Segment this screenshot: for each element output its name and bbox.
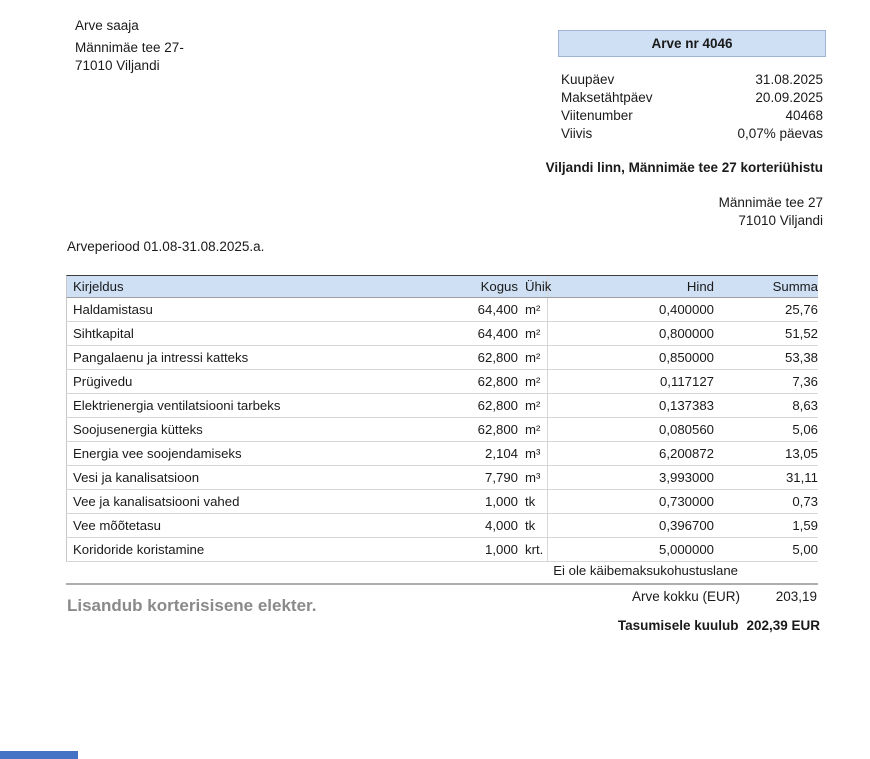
cell-kogus: 7,790 [484,470,518,485]
meta-row-maksetahtpaev [561,89,823,107]
table-row [66,298,818,322]
invoice-total-value: 203,19 [775,589,817,604]
header-kogus: Kogus [480,279,518,294]
recipient-address-line-2: 71010 Viljandi [75,58,160,73]
cell-yhik: m² [518,418,548,441]
cell-hind: 3,993000 [658,470,714,485]
cell-hind: 0,396700 [658,518,714,533]
invoice-meta [561,71,823,143]
meta-label: Maksetähtpäev [561,90,653,105]
header-yhik: Ühik [518,276,548,297]
cell-summa: 31,11 [785,470,818,485]
cell-yhik: m² [518,298,548,321]
table-row [66,418,818,442]
table-header-row [66,275,818,298]
items-table [66,275,818,562]
cell-yhik: m² [518,370,548,393]
table-row [66,370,818,394]
meta-value: 0,07% päevas [737,126,823,141]
table-row [66,394,818,418]
cell-kogus: 62,800 [477,422,518,437]
header-summa: Summa [772,279,818,294]
cell-hind: 0,850000 [658,350,714,365]
cell-yhik: tk [518,514,548,537]
cell-kirjeldus: Koridoride koristamine [73,542,205,557]
cell-kogus: 1,000 [484,494,518,509]
table-row [66,538,818,562]
cell-yhik: m² [518,394,548,417]
cell-kirjeldus: Haldamistasu [73,302,153,317]
meta-row-kuupaev [561,71,823,89]
table-row [66,514,818,538]
vat-note: Ei ole käibemaksukohustuslane [553,563,738,578]
cell-yhik: m³ [518,466,548,489]
table-row [66,490,818,514]
cell-hind: 0,080560 [658,422,714,437]
cell-yhik: m² [518,322,548,345]
invoice-number-box [558,30,826,57]
cell-kirjeldus: Soojusenergia kütteks [73,422,203,437]
table-row [66,442,818,466]
cell-summa: 51,52 [784,326,818,341]
cell-kirjeldus: Vee ja kanalisatsiooni vahed [73,494,240,509]
issuer-name: Viljandi linn, Männimäe tee 27 korteriühistu [545,160,823,175]
cell-hind: 0,730000 [658,494,714,509]
cell-kirjeldus: Energia vee soojendamiseks [73,446,242,461]
recipient-block [75,17,184,75]
cell-kirjeldus: Prügivedu [73,374,133,389]
cell-kogus: 1,000 [484,542,518,557]
meta-value: 40468 [785,108,823,123]
invoice-total-label: Arve kokku (EUR) [631,589,740,604]
cell-kogus: 64,400 [477,302,518,317]
table-row [66,322,818,346]
cell-summa: 13,05 [784,446,818,461]
meta-value: 20.09.2025 [755,90,823,105]
cell-kogus: 2,104 [484,446,518,461]
amount-due-value: 202,39 EUR [746,618,820,633]
cell-yhik: krt. [518,538,548,561]
meta-value: 31.08.2025 [755,72,823,87]
extra-note: Lisandub korterisisene elekter. [67,596,317,615]
cell-kogus: 62,800 [477,398,518,413]
header-hind: Hind [686,279,714,294]
cell-kirjeldus: Vesi ja kanalisatsioon [73,470,200,485]
cell-summa: 53,38 [784,350,818,365]
cell-yhik: m² [518,346,548,369]
cell-kogus: 64,400 [477,326,518,341]
invoice-period: Arveperiood 01.08-31.08.2025.a. [67,239,265,254]
cell-hind: 0,800000 [658,326,714,341]
header-kirjeldus: Kirjeldus [73,279,124,294]
cell-hind: 0,117127 [659,374,714,389]
cell-kirjeldus: Pangalaenu ja intressi katteks [73,350,249,365]
cell-kirjeldus: Vee mõõtetasu [73,518,161,533]
cell-summa: 7,36 [792,374,818,389]
cell-summa: 1,59 [792,518,818,533]
meta-row-viivis [561,125,823,143]
cell-summa: 8,63 [792,398,818,413]
cell-hind: 0,400000 [658,302,714,317]
table-row [66,346,818,370]
recipient-label: Arve saaja [75,18,139,33]
invoice-number-title: Arve nr 4046 [651,36,733,51]
issuer-address-line-2: 71010 Viljandi [738,213,823,228]
totals-divider [66,583,818,585]
amount-due-line [618,618,820,633]
cell-summa: 0,73 [792,494,818,509]
issuer-address-block [719,194,823,230]
cell-hind: 0,137383 [658,398,714,413]
meta-label: Viitenumber [561,108,633,123]
cell-summa: 5,06 [792,422,818,437]
cell-hind: 5,000000 [658,542,714,557]
meta-label: Viivis [561,126,593,141]
cell-summa: 5,00 [792,542,818,557]
meta-label: Kuupäev [561,72,615,87]
bottom-blue-bar [0,751,78,759]
meta-row-viitenumber [561,107,823,125]
cell-kirjeldus: Sihtkapital [73,326,134,341]
issuer-address-line-1: Männimäe tee 27 [718,195,823,210]
cell-yhik: tk [518,490,548,513]
recipient-address-line-1: Männimäe tee 27- [75,40,184,55]
cell-kogus: 62,800 [477,350,518,365]
cell-summa: 25,76 [784,302,818,317]
cell-hind: 6,200872 [658,446,714,461]
cell-kirjeldus: Elektrienergia ventilatsiooni tarbeks [73,398,281,413]
cell-kogus: 4,000 [484,518,518,533]
amount-due-label: Tasumisele kuulub [617,618,739,633]
table-body [66,298,818,562]
cell-kogus: 62,800 [477,374,518,389]
table-row [66,466,818,490]
cell-yhik: m³ [518,442,548,465]
